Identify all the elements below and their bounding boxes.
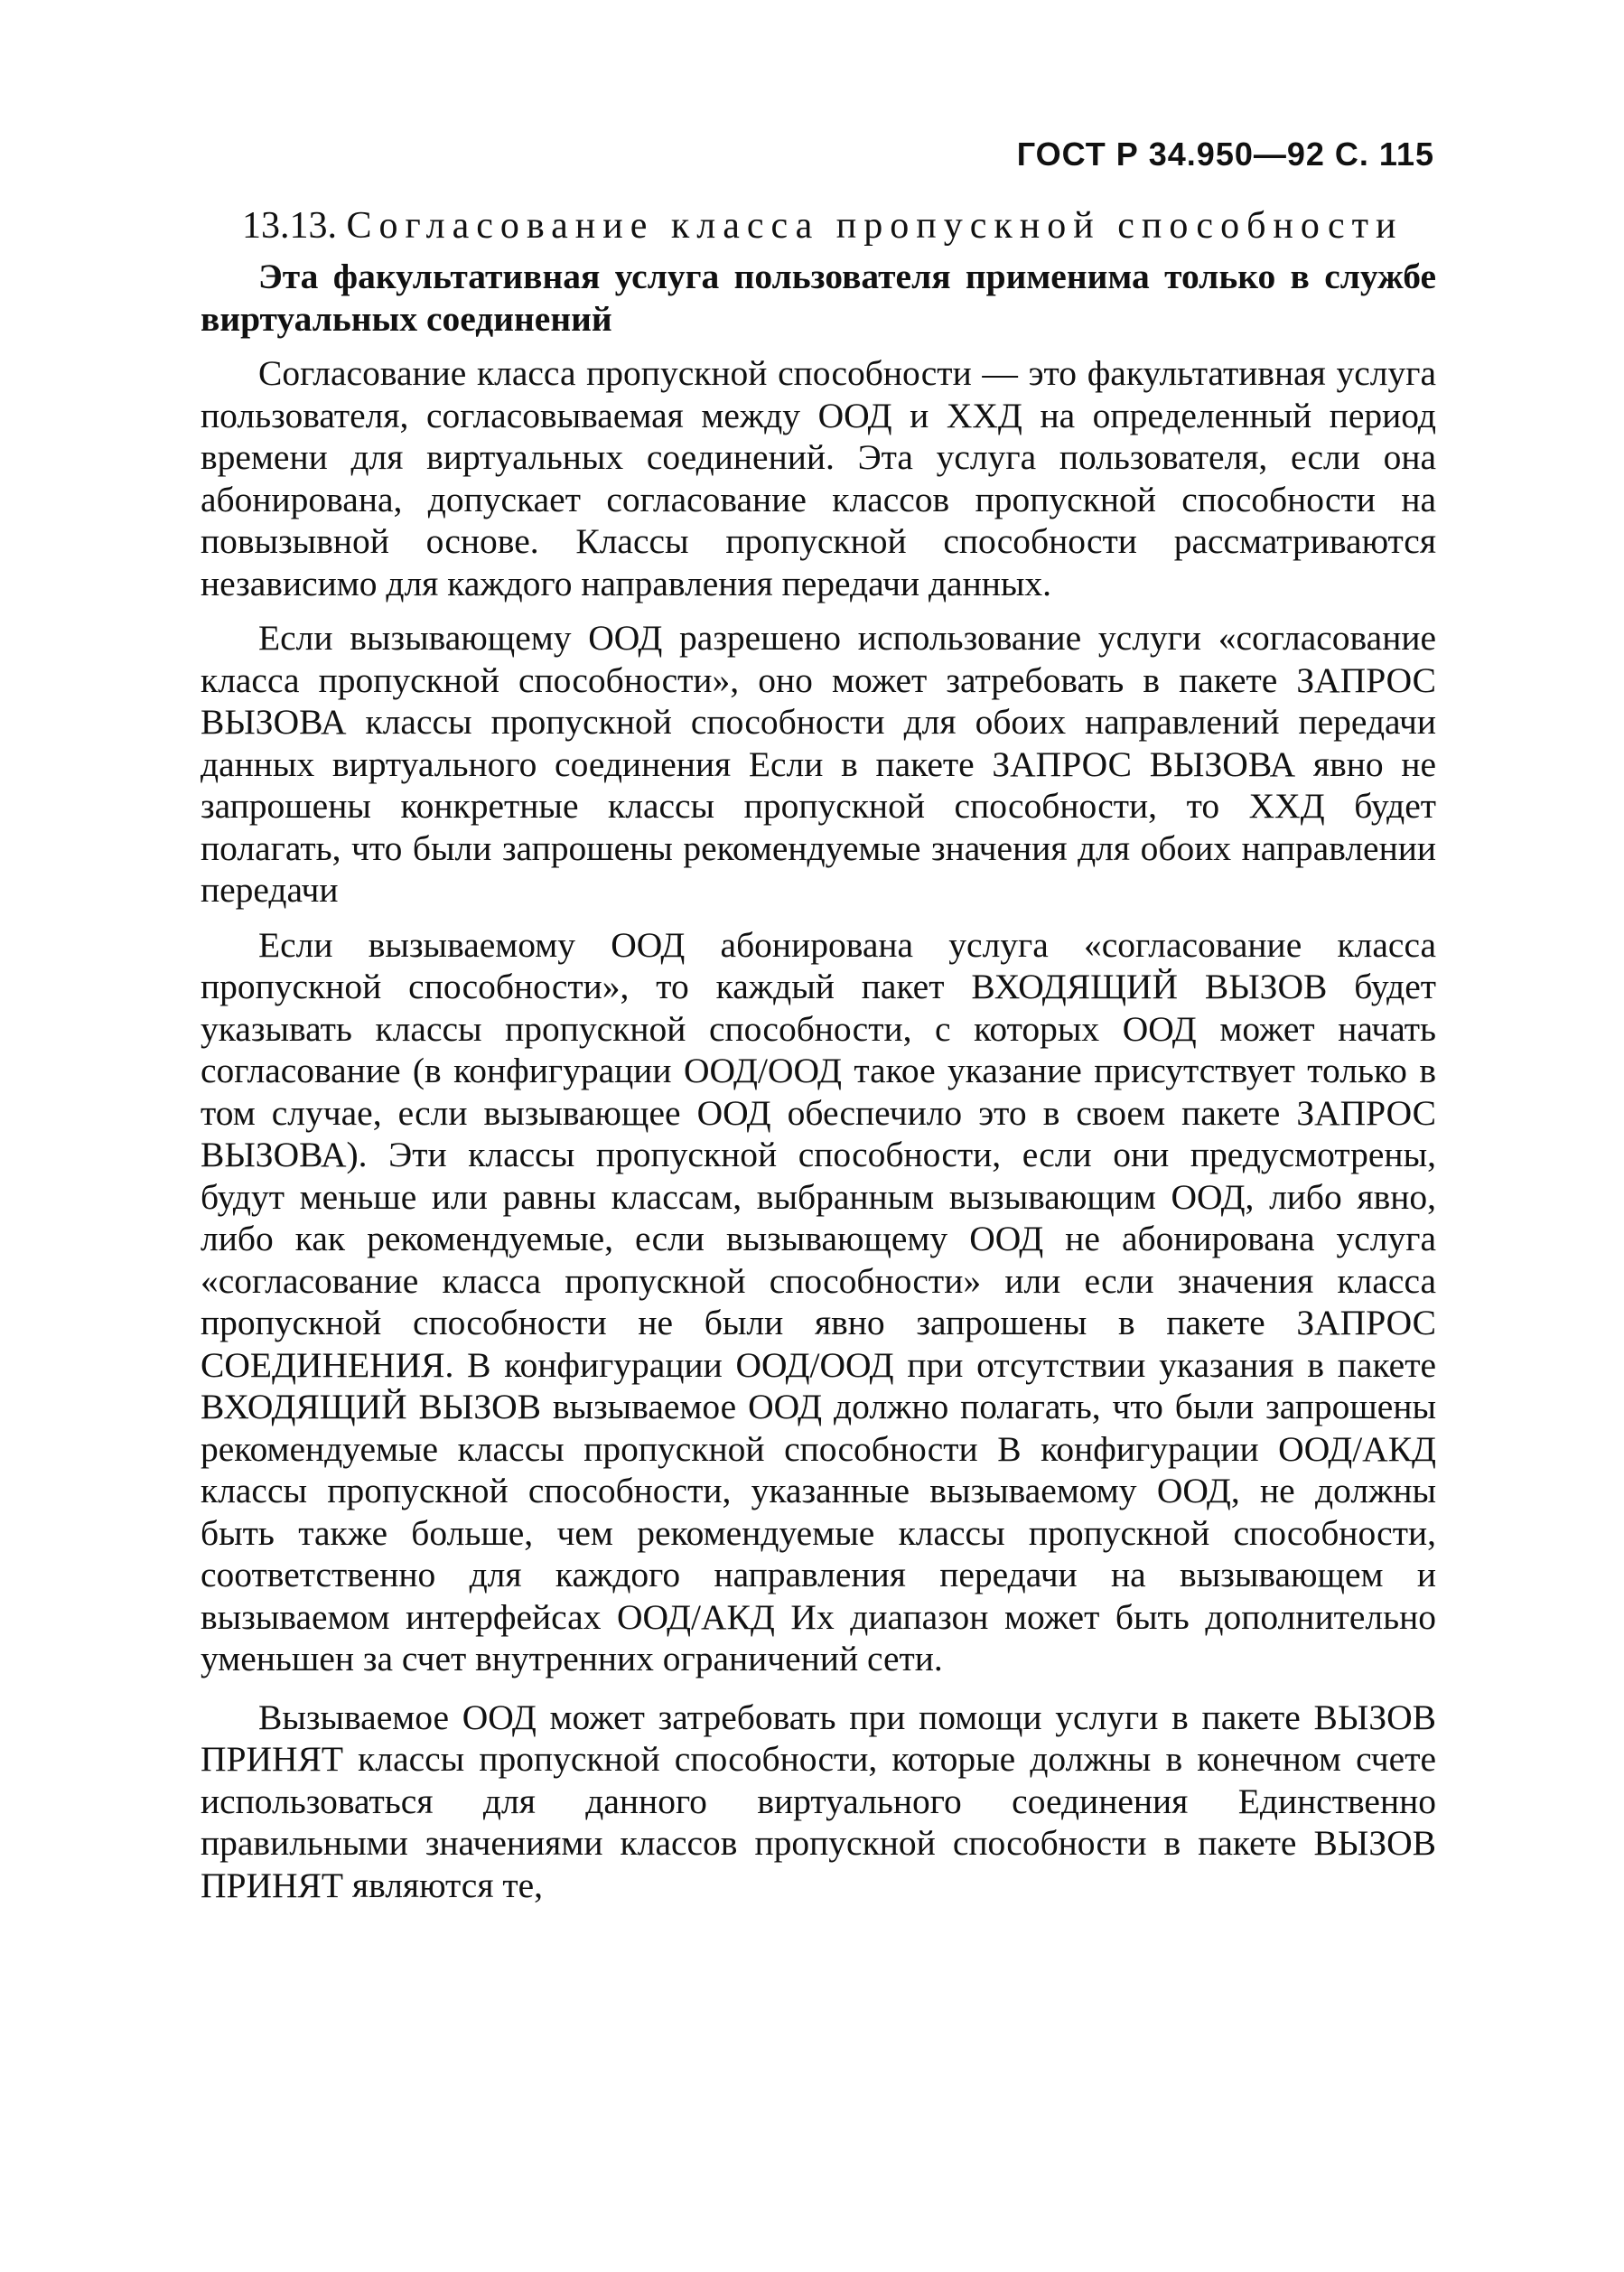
section-title: Согласование класса пропускной способности [346,205,1404,247]
page-body [201,203,1436,1919]
paragraph-definition: Согласование класса пропускной способности — это факультативная услуга пользователя, согласовываемая между ООД и ХХД на определенный период времени для виртуальных соединений. Эта услуга пользователя, если она абонирована, допускает согласование классов пропускной способности на повызывной основе. Классы пропускной способности рассматриваются независимо для каждого направления передачи данных. [201,353,1436,603]
paragraph-call-accepted: Вызываемое ООД может затребовать при помощи услуги в пакете ВЫЗОВ ПРИНЯТ классы пропускной способности, которые должны в конечном счете использоваться для данного виртуального соединения Единственно правильными значениями классов пропускной способности в пакете ВЫЗОВ ПРИНЯТ являются те, [201,1697,1436,1905]
paragraph-called-dte: Если вызываемому ООД абонирована услуга «согласование класса пропускной способности», то каждый пакет ВХОДЯЩИЙ ВЫЗОВ будет указывать классы пропускной способности, с которых ООД может начать согласование (в конфигурации ООД/ООД такое указание присутствует только в том случае, если вызывающее ООД обеспечило это в своем пакете ЗАПРОС ВЫЗОВА). Эти классы пропускной способности, если они предусмотрены, будут меньше или равны классам, выбранным вызывающим ООД, либо явно, либо как рекомендуемые, если вызывающему ООД не абонирована услуга «согласование класса пропускной способности» или если значения класса пропускной способности не были явно запрошены в пакете ЗАПРОС СОЕДИНЕНИЯ. В конфигурации ООД/ООД при отсутствии указания в пакете ВХОДЯЩИЙ ВЫЗОВ вызываемое ООД должно полагать, что были запрошены рекомендуемые классы пропускной способности В конфигурации ООД/АКД классы пропускной способности, указанные вызываемому ООД, не должны быть также больше, чем рекомендуемые классы пропускной способности, соответственно для каждого направления передачи на вызывающем и вызываемом интерфейсах ООД/АКД Их диапазон может быть дополнительно уменьшен за счет внутренних ограничений сети. [201,924,1436,1678]
paragraph-applicability: Эта факультативная услуга пользователя применима только в службе виртуальных соединений [201,257,1436,339]
section-number: 13.13. [242,205,337,247]
running-header: ГОСТ Р 34.950—92 С. 115 [1016,136,1434,173]
paragraph-calling-dte: Если вызывающему ООД разрешено использование услуги «согласование класса пропускной способности», оно может затребовать в пакете ЗАПРОС ВЫЗОВА классы пропускной способности для обоих направлений передачи данных виртуального соединения Если в пакете ЗАПРОС ВЫЗОВА явно не запрошены конкретные классы пропускной способности, то ХХД будет полагать, что были запрошены рекомендуемые значения для обоих направлении передачи [201,618,1436,910]
section-heading [201,203,1436,248]
